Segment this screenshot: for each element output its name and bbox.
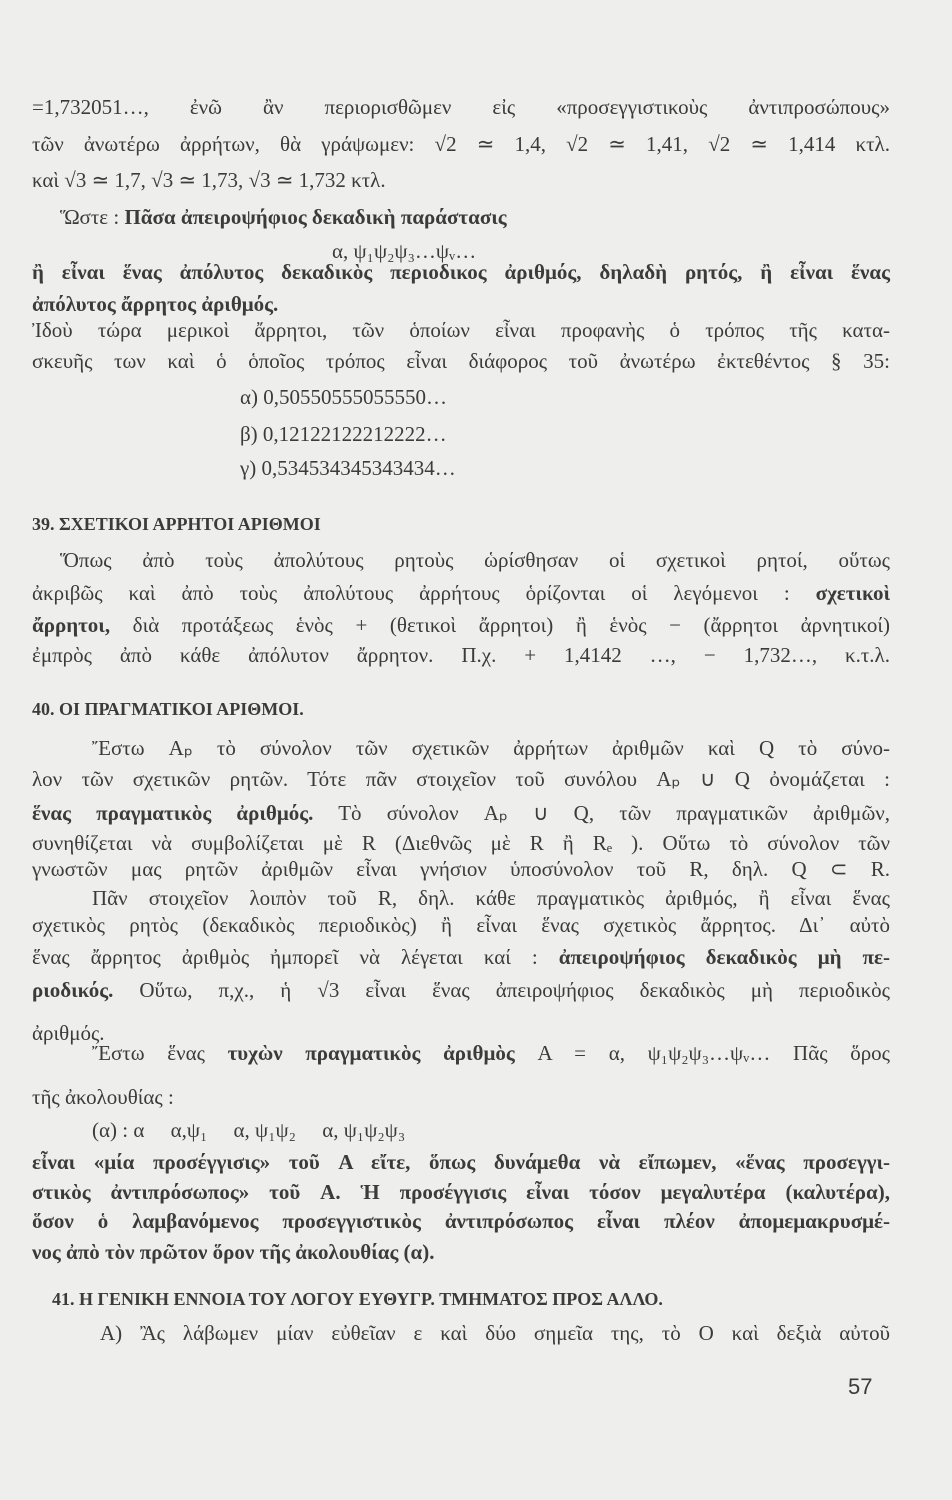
text-line: A) Ἂς λάβωμεν μίαν εὐθεῖαν ε καὶ δύο σημεῖα της, τὸ O καὶ δεξιὰ αὐτοῦ <box>100 1321 890 1345</box>
bold-text: ριοδικός. <box>32 978 114 1002</box>
section-heading-41: 41. Η ΓΕΝΙΚΗ ΕΝΝΟΙΑ ΤΟΥ ΛΟΓΟΥ ΕΥΘΥΓΡ. ΤΜΗΜΑΤΟΣ ΠΡΟΣ ΑΛΛΟ. <box>52 1289 663 1309</box>
text: Τὸ σύνολον Aₚ ∪ Q, τῶν πραγματικῶν ἀριθμῶν, <box>338 801 891 825</box>
text-line <box>32 977 890 1003</box>
bold-text: ἀπειροψήφιος δεκαδικὸς μὴ πε- <box>558 945 891 969</box>
text-line: τῶν ἀνωτέρω ἀρρήτων, θὰ γράψωμεν: √2 ≃ 1,4, √2 ≃ 1,41, √2 ≃ 1,414 κτλ. <box>32 132 890 156</box>
text-line: Ὅπως ἀπὸ τοὺς ἀπολύτους ρητοὺς ὡρίσθησαν οἱ σχετικοὶ ρητοί, οὕτως <box>60 548 890 572</box>
text-line: =1,732051…, ἐνῶ ἂν περιορισθῶμεν εἰς «προσεγγιστικοὺς ἀντιπροσώπους» <box>32 95 890 119</box>
text: Ὥστε : <box>60 205 120 229</box>
bold-text-line: νος ἀπὸ τὸν πρῶτον ὅρον τῆς ἀκολουθίας (α). <box>32 1240 435 1264</box>
text: Οὕτω, π,χ., ἡ √3 εἶναι ἕνας ἀπειροψήφιος δεκαδικὸς μὴ περιοδικὸς <box>139 978 890 1002</box>
text-line: συνηθίζεται νὰ συμβολίζεται μὲ R (Διεθνῶς μὲ R ἢ Rₑ ). Οὕτω τὸ σύνολον τῶν <box>32 831 890 855</box>
text-line: γνωστῶν μας ρητῶν ἀριθμῶν εἶναι γνήσιον ὑποσύνολον τοῦ R, δηλ. Q ⊂ R. <box>32 857 890 881</box>
text: Ἔστω ἕνας <box>92 1041 205 1065</box>
text-line: σκευῆς των καὶ ὁ ὁποῖος τρόπος εἶναι διάφορος τοῦ ἀνωτέρω ἐκτεθέντος § 35: <box>32 349 890 373</box>
example-c: γ) 0,534534345343434… <box>240 456 456 480</box>
example-a: α) 0,50550555055550… <box>240 385 447 409</box>
bold-text: ἄρρητοι, <box>32 613 111 637</box>
page-number: 57 <box>848 1374 873 1399</box>
formula: α, ψ₁ψ₂ψ₃…ψᵥ… <box>332 239 477 263</box>
bold-text-line: στικὸς ἀντιπρόσωπος» τοῦ A. Ἡ προσέγγισις εἶναι τόσον μεγαλυτέρα (καλυτέρα), <box>32 1180 890 1204</box>
sequence-formula: (α) : α α,ψ₁ α, ψ₁ψ₂ α, ψ₁ψ₂ψ₃ <box>92 1118 406 1142</box>
bold-text-line: ὅσον ὁ λαμβανόμενος προσεγγιστικὸς ἀντιπρόσωπος εἶναι πλέον ἀπομεμακρυσμέ- <box>32 1209 890 1233</box>
text-line: Πᾶν στοιχεῖον λοιπὸν τοῦ R, δηλ. κάθε πραγματικὸς ἀριθμός, ἢ εἶναι ἕνας <box>92 886 890 910</box>
bold-text: ἕνας πραγματικὸς ἀριθμός. <box>32 801 314 825</box>
bold-text-line: ἢ εἶναι ἕνας ἀπόλυτος δεκαδικὸς περιοδικος ἀριθμός, δηλαδὴ ρητός, ἢ εἶναι ἕνας <box>32 260 890 284</box>
text-line: Ἰδοὺ τώρα μερικοὶ ἄρρητοι, τῶν ὁποίων εἶναι προφανὴς ὁ τρόπος τῆς κατα- <box>32 318 890 342</box>
text: A = α, ψ₁ψ₂ψ₃…ψᵥ… Πᾶς ὅρος <box>537 1041 890 1065</box>
bold-text: σχετικοὶ <box>815 581 891 605</box>
text: διὰ προτάξεως ἑνὸς + (θετικοὶ ἄρρητοι) ἢ ἑνὸς − (ἄρρητοι ἀρνητικοί) <box>132 613 890 637</box>
text-line: καὶ √3 ≃ 1,7, √3 ≃ 1,73, √3 ≃ 1,732 κτλ. <box>32 168 386 192</box>
text: ἀκριβῶς καὶ ἀπὸ τοὺς ἀπολύτους ἀρρήτους ὁρίζονται οἱ λεγόμενοι : <box>32 581 790 605</box>
text-line: τῆς ἀκολουθίας : <box>32 1085 174 1109</box>
text-line <box>32 944 890 970</box>
text-line: λον τῶν σχετικῶν ρητῶν. Τότε πᾶν στοιχεῖον τοῦ συνόλου Aₚ ∪ Q ὀνομάζεται : <box>32 767 890 791</box>
section-heading-40: 40. ΟΙ ΠΡΑΓΜΑΤΙΚΟΙ ΑΡΙΘΜΟΙ. <box>32 699 304 719</box>
bold-text: Πᾶσα ἀπειροψήφιος δεκαδικὴ παράστασις <box>124 205 507 229</box>
text-line <box>92 1040 890 1066</box>
text-line: ἀριθμός. <box>32 1021 105 1045</box>
text-line <box>32 612 890 638</box>
text-line: σχετικὸς ρητὸς (δεκαδικὸς περιοδικὸς) ἢ εἶναι ἕνας σχετικὸς ἄρρητος. Δι᾽ αὐτὸ <box>32 913 890 937</box>
section-heading-39: 39. ΣΧΕΤΙΚΟΙ ΑΡΡΗΤΟΙ ΑΡΙΘΜΟΙ <box>32 514 321 534</box>
text-line <box>32 800 890 826</box>
text-line <box>32 580 890 606</box>
bold-text-line: εἶναι «μία προσέγγισις» τοῦ A εἴτε, ὅπως δυνάμεθα νὰ εἴπωμεν, «ἕνας προσεγγι- <box>32 1150 890 1174</box>
example-b: β) 0,12122122212222… <box>240 422 447 446</box>
text-line: ἐμπρὸς ἀπὸ κάθε ἀπόλυτον ἄρρητον. Π.χ. + 1,4142 …, − 1,732…, κ.τ.λ. <box>32 643 890 667</box>
bold-text-line: ἀπόλυτος ἄρρητος ἀριθμός. <box>32 292 279 316</box>
text: ἕνας ἄρρητος ἀριθμὸς ἠμπορεῖ νὰ λέγεται καί : <box>32 945 538 969</box>
bold-text: τυχὼν πραγματικὸς ἀριθμὸς <box>227 1041 515 1065</box>
text-line: Ἔστω Aₚ τὸ σύνολον τῶν σχετικῶν ἀρρήτων ἀριθμῶν καὶ Q τὸ σύνο- <box>92 736 890 760</box>
conclusion-line <box>60 204 890 230</box>
